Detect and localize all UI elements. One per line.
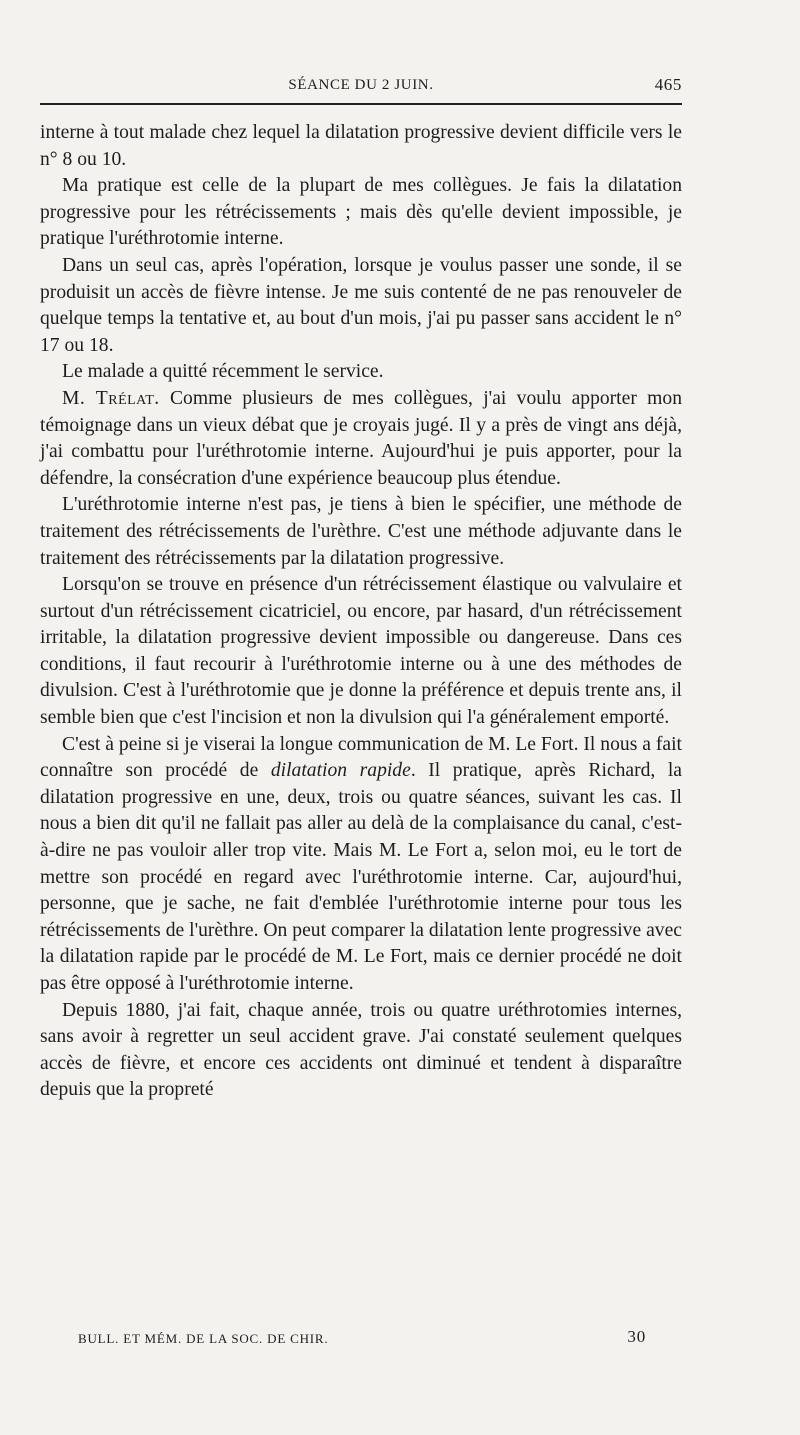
paragraph: L'uréthrotomie interne n'est pas, je tiens à bien le spécifier, une méthode de traitement des rétrécissements de l'urèthre. C'est une méthode adjuvante dans le traitement des rétrécissements par la dilatation progressive. bbox=[40, 494, 682, 569]
header-title: SÉANCE DU 2 JUIN. bbox=[288, 77, 434, 93]
header-rule bbox=[40, 103, 682, 105]
paragraph: Lorsqu'on se trouve en présence d'un rétrécissement élastique ou valvulaire et surtout d'un rétrécissement cicatriciel, ou encore, par hasard, d'un rétrécissement irritable, la dilatation progressive devient impossible ou dangereuse. Dans ces conditions, il faut recourir à l'uréthrotomie interne ou à une des méthodes de divulsion. C'est à l'uréthrotomie que je donne la préférence et depuis trente ans, il semble bien que c'est l'incision et non la divulsion qui l'a généralement emporté. bbox=[40, 574, 682, 729]
paragraph: Depuis 1880, j'ai fait, chaque année, trois ou quatre uréthrotomies internes, sans avoir à regretter un seul accident grave. J'ai constaté seulement quelques accès de fièvre, et encore ces accidents ont diminué et tendent à disparaître depuis que la propreté bbox=[40, 999, 682, 1101]
italic-term: dilatation rapide bbox=[270, 760, 411, 782]
paragraph: Le malade a quitté récemment le service. bbox=[62, 361, 384, 383]
speaker-name: M. Trélat. bbox=[62, 387, 160, 409]
paragraph: C'est à peine si je viserai la longue communication de M. Le Fort. Il nous a fait connaître son procédé de dilatation rapide. Il pratique, après Richard, la dilatation progressive en une, deux, trois ou quatre séances, suivant les cas. Il nous a bien dit qu'il ne fallait pas aller au delà de la complaisance du canal, c'est-à-dire ne pas vouloir aller trop vite. Mais M. Le Fort a, selon moi, eu le tort de mettre son procédé en regard avec l'uréthrotomie interne. Car, aujourd'hui, personne, que je sache, ne fait d'emblée l'uréthrotomie interne pour tous les rétrécissements de l'urèthre. On peut comparer la dilatation lente progressive avec la dilatation rapide par le procédé de M. Le Fort, mais ce dernier procédé ne doit pas être opposé à l'uréthrotomie interne. bbox=[40, 733, 682, 994]
paragraph: Dans un seul cas, après l'opération, lorsque je voulus passer une sonde, il se produisit un accès de fièvre intense. Je me suis contenté de ne pas renouveler de quelque temps la tentative et, au bout d'un mois, j'ai pu passer sans accident le n° 17 ou 18. bbox=[40, 254, 682, 356]
journal-title: BULL. ET MÉM. DE LA SOC. DE CHIR. bbox=[78, 1331, 329, 1346]
paragraph: M. Trélat. Comme plusieurs de mes collègues, j'ai voulu apporter mon témoignage dans un vieux débat que je croyais jugé. Il y a près de vingt ans déjà, j'ai combattu pour l'uréthrotomie interne. Aujourd'hui je puis apporter, pour la défendre, la consécration d'une expérience beaucoup plus étendue. bbox=[40, 387, 682, 489]
page-footer bbox=[40, 1327, 682, 1349]
running-header bbox=[40, 73, 682, 99]
signature-mark: 30 bbox=[627, 1327, 646, 1346]
paragraph: Ma pratique est celle de la plupart de mes collègues. Je fais la dilatation progressive pour les rétrécissements ; mais dès qu'elle devient impossible, je pratique l'uréthrotomie interne. bbox=[40, 175, 682, 250]
body-text bbox=[40, 120, 682, 1325]
paragraph: interne à tout malade chez lequel la dilatation progressive devient difficile vers le n° 8 ou 10. bbox=[40, 122, 682, 170]
page-number: 465 bbox=[654, 75, 682, 94]
